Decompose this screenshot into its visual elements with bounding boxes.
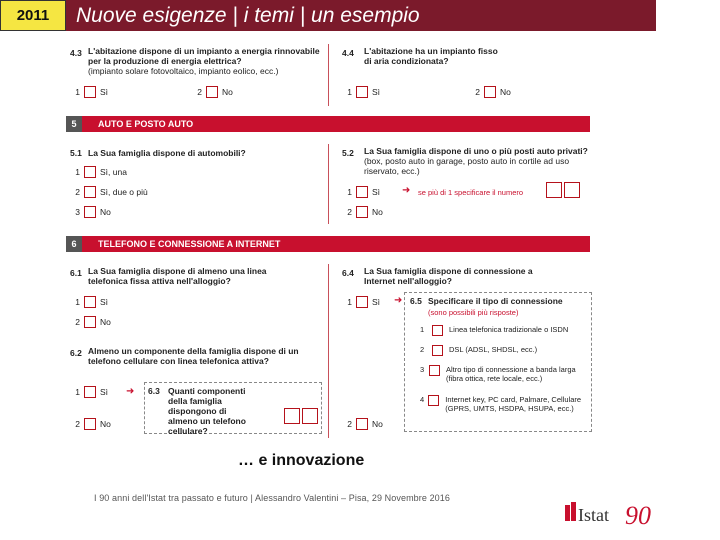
- q64-option-1[interactable]: 1 Sì: [347, 297, 381, 307]
- q65-note: (sono possibili più risposte): [428, 308, 519, 317]
- q51-option-1[interactable]: 1 Sì, una: [75, 167, 127, 177]
- q52-option-2[interactable]: 2 No: [347, 207, 383, 217]
- q63-count-input[interactable]: [284, 408, 318, 424]
- istat-logo: [563, 500, 663, 532]
- checkbox[interactable]: [206, 86, 218, 98]
- checkbox[interactable]: [428, 395, 439, 406]
- footer: I 90 anni dell'Istat tra passato e futuro | Alessandro Valentini – Pisa, 29 Novembre 2016: [94, 493, 450, 503]
- q65-text: Specificare il tipo di connessione: [428, 296, 563, 306]
- q51-text: La Sua famiglia dispone di automobili?: [88, 148, 246, 158]
- q51-number: 5.1: [70, 148, 82, 158]
- logo-mark-bar: [571, 502, 576, 521]
- column-divider: [328, 44, 329, 106]
- q62-number: 6.2: [70, 348, 82, 358]
- logo-anniversary: 90: [625, 501, 651, 530]
- q65-option-3[interactable]: 3 Altro tipo di connessione a banda larga (fibra ottica, rete locale, ecc.): [420, 365, 576, 383]
- checkbox[interactable]: [84, 386, 96, 398]
- q52-number: 5.2: [342, 148, 354, 158]
- caption: … e innovazione: [238, 452, 365, 469]
- checkbox[interactable]: [356, 296, 368, 308]
- q61-option-2[interactable]: 2 No: [75, 317, 111, 327]
- checkbox[interactable]: [432, 345, 443, 356]
- checkbox[interactable]: [356, 206, 368, 218]
- checkbox[interactable]: [84, 296, 96, 308]
- q52-count-note: se più di 1 specificare il numero: [418, 188, 524, 197]
- q43-option-1[interactable]: 1 Sì: [75, 87, 109, 97]
- q61-option-1[interactable]: 1 Sì: [75, 297, 109, 307]
- checkbox[interactable]: [84, 166, 96, 178]
- q51-option-3[interactable]: 3 No: [75, 207, 111, 217]
- q63-number: 6.3: [148, 386, 160, 396]
- q64-text: La Sua famiglia dispone di connessione a Internet nell'alloggio?: [364, 266, 533, 286]
- section-5-header: 5 AUTO E POSTO AUTO: [66, 116, 590, 132]
- q43-text: L'abitazione dispone di un impianto a energia rinnovabile per la produzione di energia elettrica? (impianto solare fotovoltaico, impianto eolico, ecc.): [88, 46, 320, 76]
- slide-title: Nuove esigenze | i temi | un esempio: [76, 4, 420, 27]
- q44-option-2[interactable]: 2 No: [475, 87, 511, 97]
- q52-count-input[interactable]: [546, 182, 580, 198]
- checkbox[interactable]: [356, 186, 368, 198]
- q64-option-2[interactable]: 2 No: [347, 419, 383, 429]
- q65-option-2[interactable]: 2 DSL (ADSL, SHDSL, ecc.): [420, 345, 538, 354]
- logo-mark-bar: [565, 505, 570, 521]
- checkbox[interactable]: [429, 365, 440, 376]
- q63-text: Quanti componenti della famiglia dispongono di almeno un telefono cellulare?: [168, 386, 246, 436]
- checkbox[interactable]: [84, 418, 96, 430]
- section-6-header: 6 TELEFONO E CONNESSIONE A INTERNET: [66, 236, 590, 252]
- column-divider: [328, 144, 329, 224]
- q43-number: 4.3: [70, 48, 82, 58]
- q65-option-1[interactable]: 1 Linea telefonica tradizionale o ISDN: [420, 325, 569, 334]
- year-badge: 2011: [0, 0, 66, 31]
- arrow-right-icon: ➜: [394, 295, 403, 306]
- q61-number: 6.1: [70, 268, 82, 278]
- checkbox[interactable]: [84, 86, 96, 98]
- q44-text: L'abitazione ha un impianto fisso di aria condizionata?: [364, 46, 498, 66]
- checkbox[interactable]: [484, 86, 496, 98]
- column-divider: [328, 264, 329, 438]
- q62-text: Almeno un componente della famiglia dispone di un telefono cellulare con linea telefonica attiva?: [88, 346, 299, 366]
- arrow-right-icon: ➜: [126, 386, 135, 397]
- q52-text: La Sua famiglia dispone di uno o più posti auto privati? (box, posto auto in garage, posto auto in cortile ad uso riservato, ecc.): [364, 146, 588, 176]
- checkbox[interactable]: [356, 86, 368, 98]
- checkbox[interactable]: [432, 325, 443, 336]
- questionnaire-excerpt: [66, 40, 596, 440]
- checkbox[interactable]: [84, 186, 96, 198]
- checkbox[interactable]: [84, 316, 96, 328]
- q65-number: 6.5: [410, 296, 422, 306]
- checkbox[interactable]: [84, 206, 96, 218]
- q51-option-2[interactable]: 2 Sì, due o più: [75, 187, 148, 197]
- q44-option-1[interactable]: 1 Sì: [347, 87, 381, 97]
- arrow-right-icon: ➜: [402, 185, 411, 196]
- q64-number: 6.4: [342, 268, 354, 278]
- logo-brand: Istat: [578, 505, 609, 525]
- q65-option-4[interactable]: 4 Internet key, PC card, Palmare, Cellulare (GPRS, UMTS, HSDPA, HSUPA, ecc.): [420, 395, 582, 413]
- checkbox[interactable]: [356, 418, 368, 430]
- q43-option-2[interactable]: 2 No: [197, 87, 233, 97]
- q52-option-1[interactable]: 1 Sì: [347, 187, 381, 197]
- q61-text: La Sua famiglia dispone di almeno una linea telefonica fissa attiva nell'alloggio?: [88, 266, 267, 286]
- q44-number: 4.4: [342, 48, 354, 58]
- q62-option-1[interactable]: 1 Sì: [75, 387, 109, 397]
- q62-option-2[interactable]: 2 No: [75, 419, 111, 429]
